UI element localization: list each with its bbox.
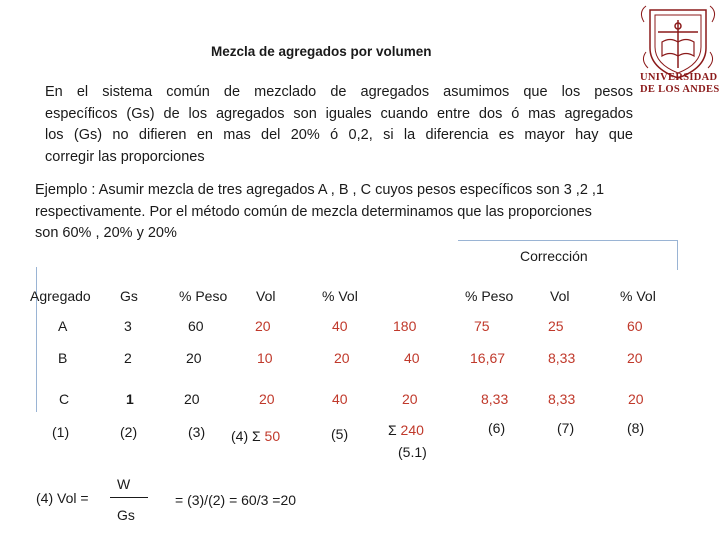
correccion-label: Corrección xyxy=(520,248,588,264)
row-c-corr-vol: 8,33 xyxy=(548,391,576,407)
row-a-peso: 60 xyxy=(188,318,204,334)
col-number-6: (6) xyxy=(488,420,506,436)
correccion-border-right xyxy=(677,240,678,270)
row-c-gs: 1 xyxy=(126,391,134,407)
example-line: respectivamente. Por el método común de mezcla determinamos que las proporciones xyxy=(35,203,592,220)
example-paragraph xyxy=(35,180,675,245)
col-number-4-value: 50 xyxy=(264,428,281,444)
row-b-corr-pvol: 20 xyxy=(627,350,643,366)
col-number-4 xyxy=(231,428,280,444)
col-number-8: (8) xyxy=(627,420,645,436)
paragraph-line: los (Gs) no difieren en mas del 20% ó 0,2, si la diferencia es mayor hay que xyxy=(45,127,633,143)
header-corr-pvol: % Vol xyxy=(620,288,656,304)
row-c-pvol: 40 xyxy=(332,391,348,407)
header-corr-peso: % Peso xyxy=(465,288,514,304)
example-line: son 60% , 20% y 20% xyxy=(35,225,177,241)
row-b-pvol: 20 xyxy=(334,350,350,366)
formula-label: (4) Vol = xyxy=(36,490,89,506)
sigma-total xyxy=(388,422,424,438)
row-a-corr-peso: 75 xyxy=(474,318,490,334)
paragraph-line: específicos (Gs) de los agregados son iguales cuando entre dos ó mas agregados xyxy=(45,105,633,122)
sigma-value: 240 xyxy=(400,422,424,438)
sigma-symbol: Σ xyxy=(388,422,397,438)
row-c-corr-pvol: 20 xyxy=(628,391,644,407)
header-vol: Vol xyxy=(256,288,276,304)
header-agregado: Agregado xyxy=(30,288,91,304)
row-b-extra: 40 xyxy=(404,350,420,366)
fraction-line xyxy=(110,497,148,498)
logo-line-2: DE LOS ANDES xyxy=(640,84,720,95)
formula-numerator: W xyxy=(117,476,131,492)
row-a-corr-vol: 25 xyxy=(548,318,564,334)
col-number-7: (7) xyxy=(557,420,575,436)
row-c-peso: 20 xyxy=(184,391,200,407)
paragraph-line: corregir las proporciones xyxy=(45,148,205,165)
row-a-extra: 180 xyxy=(393,318,417,334)
example-line: Ejemplo : Asumir mezcla de tres agregados A , B , C cuyos pesos específicos son 3 ,2 ,1 xyxy=(35,182,605,198)
correccion-border-top xyxy=(458,240,678,241)
col-number-1: (1) xyxy=(52,424,70,440)
row-b-peso: 20 xyxy=(186,350,202,366)
header-corr-vol: Vol xyxy=(550,288,570,304)
header-gs: Gs xyxy=(120,288,138,304)
col-number-5-1: (5.1) xyxy=(398,444,427,460)
intro-paragraph xyxy=(45,82,633,168)
col-number-4-prefix: (4) Σ xyxy=(231,428,261,444)
formula-denominator: Gs xyxy=(117,507,135,523)
col-number-3: (3) xyxy=(188,424,206,440)
row-b-corr-peso: 16,67 xyxy=(470,350,506,366)
row-c-extra: 20 xyxy=(402,391,418,407)
row-a-pvol: 40 xyxy=(332,318,348,334)
row-a-vol: 20 xyxy=(255,318,271,334)
row-c-vol: 20 xyxy=(259,391,275,407)
paragraph-line: En el sistema común de mezclado de agregados asumimos que los pesos xyxy=(45,84,633,100)
row-b-agregado: B xyxy=(58,350,68,366)
row-a-corr-pvol: 60 xyxy=(627,318,643,334)
col-number-5: (5) xyxy=(331,426,349,442)
header-peso: % Peso xyxy=(179,288,228,304)
page-title: Mezcla de agregados por volumen xyxy=(211,44,432,59)
row-b-vol: 10 xyxy=(257,350,273,366)
row-b-gs: 2 xyxy=(124,350,132,366)
row-c-agregado: C xyxy=(59,391,70,407)
col-number-2: (2) xyxy=(120,424,138,440)
row-a-gs: 3 xyxy=(124,318,132,334)
header-pvol: % Vol xyxy=(322,288,358,304)
row-b-corr-vol: 8,33 xyxy=(548,350,576,366)
row-c-corr-peso: 8,33 xyxy=(481,391,509,407)
formula-expression: = (3)/(2) = 60/3 =20 xyxy=(175,492,297,508)
logo-line-1: UNIVERSIDAD xyxy=(640,72,718,83)
row-a-agregado: A xyxy=(58,318,68,334)
